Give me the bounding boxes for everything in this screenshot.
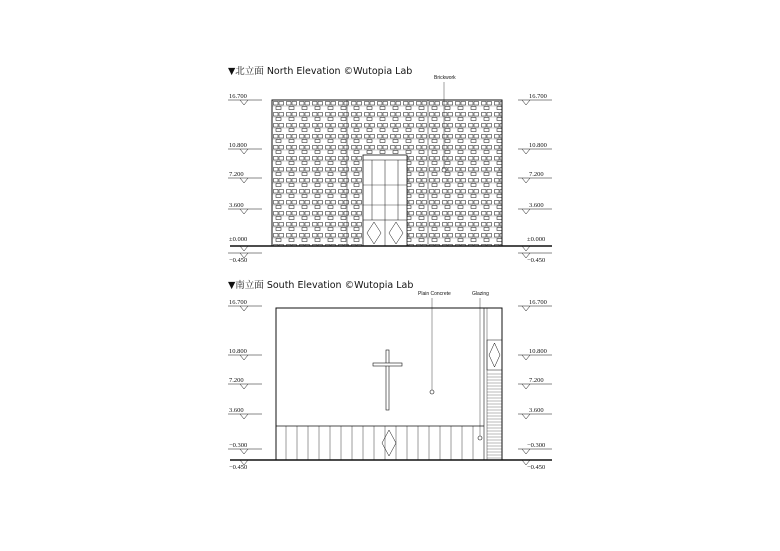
level-marker xyxy=(518,93,552,105)
svg-text:10.800: 10.800 xyxy=(229,142,247,149)
north-level-markers-left xyxy=(228,93,262,264)
south-elevation-title: ▼南立面 South Elevation ©Wutopia Lab xyxy=(228,280,414,291)
svg-text:−0.450: −0.450 xyxy=(229,257,248,264)
level-marker xyxy=(518,142,552,154)
svg-text:7.200: 7.200 xyxy=(229,377,244,384)
level-marker xyxy=(228,442,262,454)
level-marker xyxy=(518,348,552,360)
level-marker xyxy=(518,253,552,264)
north-annotation-brickwork: Brickwork xyxy=(434,75,456,81)
south-level-markers-right xyxy=(518,299,552,471)
svg-text:16.700: 16.700 xyxy=(229,93,247,100)
level-marker xyxy=(228,348,262,360)
svg-text:7.200: 7.200 xyxy=(229,171,244,178)
svg-text:10.800: 10.800 xyxy=(529,348,547,355)
north-elevation-title: ▼北立面 North Elevation ©Wutopia Lab xyxy=(228,66,413,77)
south-level-markers-left xyxy=(228,299,262,471)
svg-text:−0.450: −0.450 xyxy=(527,257,546,264)
svg-text:−0.300: −0.300 xyxy=(229,442,248,449)
level-marker xyxy=(518,442,552,454)
svg-text:±0.000: ±0.000 xyxy=(229,236,248,243)
svg-text:−0.450: −0.450 xyxy=(527,464,546,471)
north-entrance-door xyxy=(363,155,407,246)
svg-text:10.800: 10.800 xyxy=(229,348,247,355)
svg-text:3.600: 3.600 xyxy=(229,407,244,414)
level-marker xyxy=(518,202,552,214)
south-annotation-concrete: Plain Concrete xyxy=(418,291,451,297)
level-marker xyxy=(228,171,262,183)
svg-text:−0.450: −0.450 xyxy=(229,464,248,471)
level-marker xyxy=(228,142,262,154)
level-marker xyxy=(522,236,545,251)
level-marker xyxy=(518,299,552,311)
level-marker xyxy=(229,236,248,251)
svg-text:7.200: 7.200 xyxy=(529,171,544,178)
level-marker xyxy=(522,460,545,471)
level-marker xyxy=(229,460,248,471)
svg-text:16.700: 16.700 xyxy=(529,299,547,306)
level-marker xyxy=(518,171,552,183)
level-marker xyxy=(228,202,262,214)
level-marker xyxy=(228,253,262,264)
north-elevation xyxy=(230,75,552,246)
svg-text:16.700: 16.700 xyxy=(229,299,247,306)
svg-text:3.600: 3.600 xyxy=(529,202,544,209)
level-marker xyxy=(228,377,262,389)
svg-text:±0.000: ±0.000 xyxy=(527,236,546,243)
svg-text:10.800: 10.800 xyxy=(529,142,547,149)
svg-text:−0.300: −0.300 xyxy=(527,442,546,449)
level-marker xyxy=(228,93,262,105)
level-marker xyxy=(518,377,552,389)
level-marker xyxy=(228,299,262,311)
north-level-markers-right xyxy=(518,93,552,264)
svg-text:3.600: 3.600 xyxy=(229,202,244,209)
south-annotation-glazing: Glazing xyxy=(472,291,489,297)
svg-text:3.600: 3.600 xyxy=(529,407,544,414)
south-elevation xyxy=(230,291,552,460)
level-marker xyxy=(228,407,262,419)
level-marker xyxy=(518,407,552,419)
svg-text:16.700: 16.700 xyxy=(529,93,547,100)
svg-text:7.200: 7.200 xyxy=(529,377,544,384)
